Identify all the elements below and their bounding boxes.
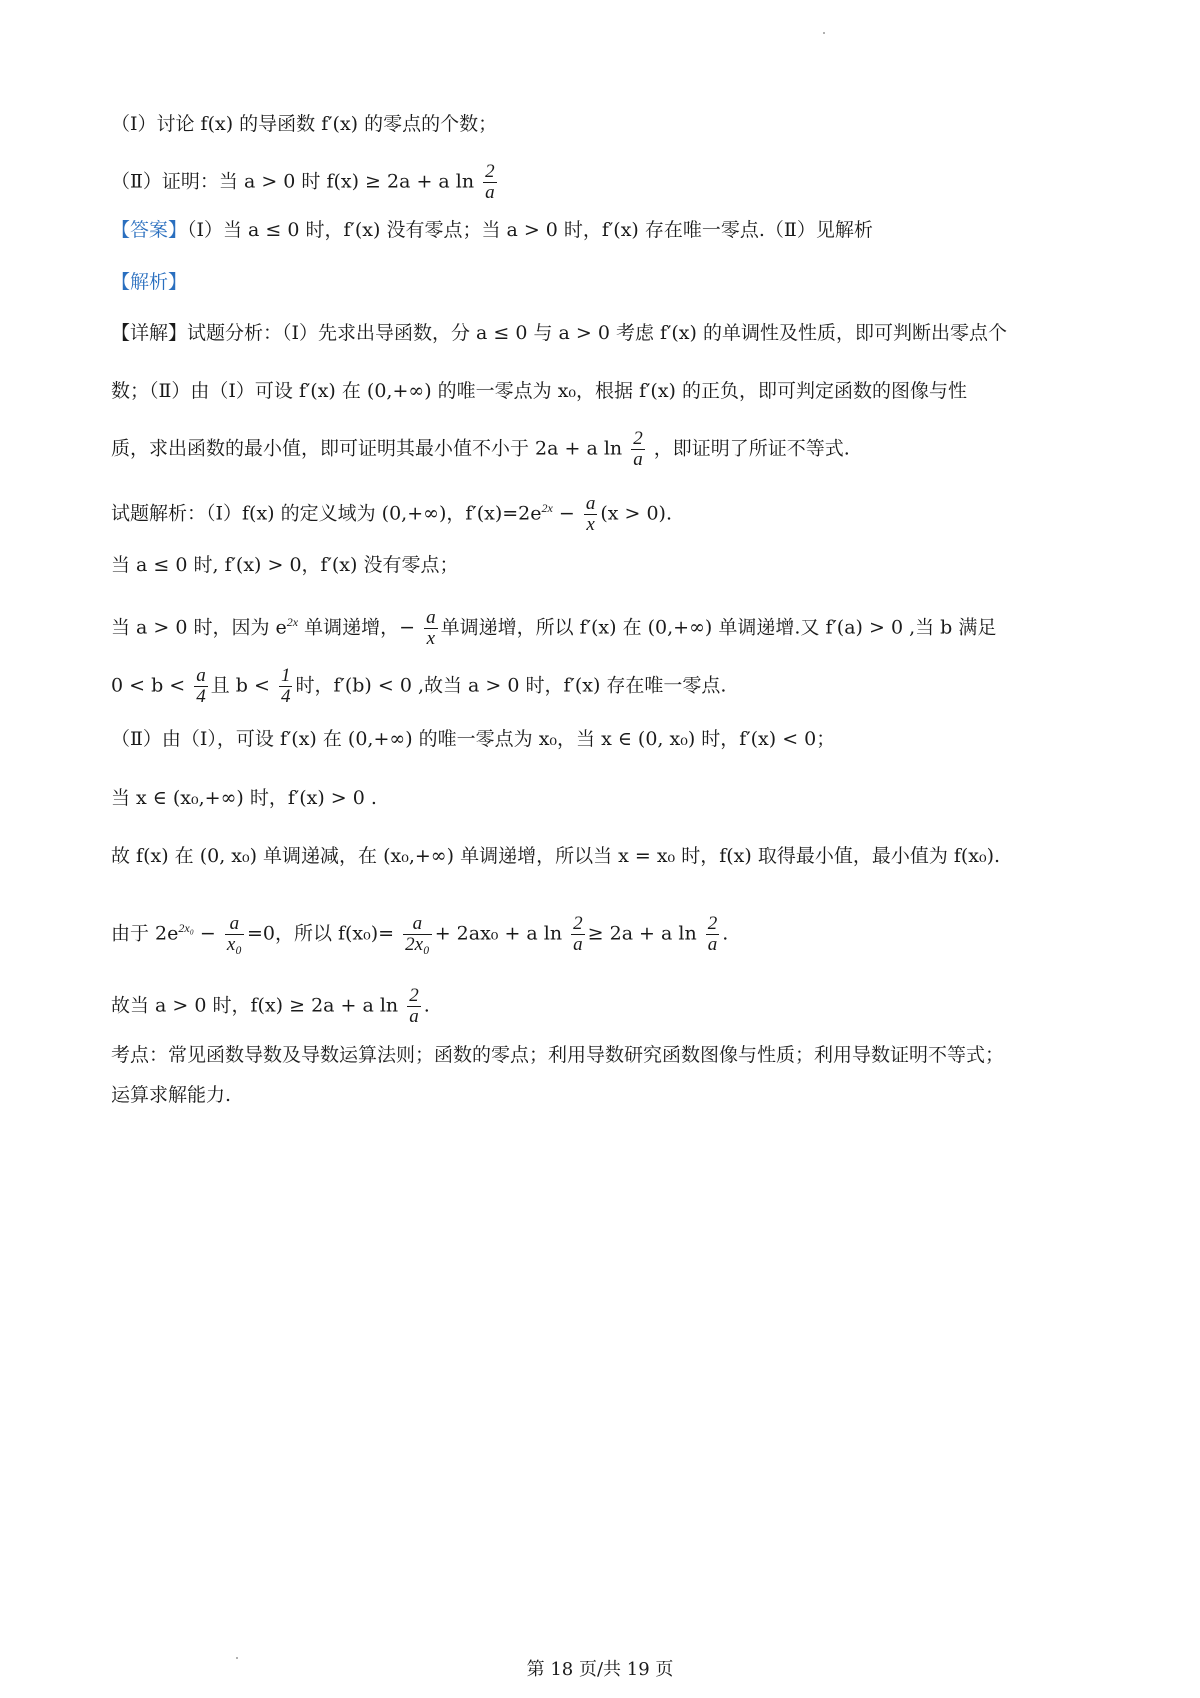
question-part1: （Ⅰ）讨论 f(x) 的导函数 f′(x) 的零点的个数； — [111, 113, 498, 135]
fraction-denominator: 4 — [196, 685, 206, 707]
solution-line-9 — [111, 986, 430, 1027]
fraction-denominator: 2x₀ — [405, 933, 430, 955]
solution-line-8 — [111, 914, 728, 955]
answer-tag: 【答案】 — [111, 219, 188, 241]
exponent: 2x — [286, 615, 299, 630]
fraction-denominator: a — [573, 933, 583, 955]
fraction-denominator: a — [409, 1005, 419, 1027]
fraction-denominator: x — [426, 627, 436, 649]
answer-text: （Ⅰ）当 a ≤ 0 时，f′(x) 没有零点；当 a > 0 时，f′(x) 存在唯一零点.（Ⅱ）见解析 — [187, 219, 873, 241]
fraction-denominator: 4 — [280, 685, 291, 707]
solution-line-8-mid: =0，所以 f(x₀)= — [246, 922, 395, 945]
fraction-numerator: a — [225, 914, 244, 935]
fraction-numerator: 1 — [280, 665, 291, 686]
fraction-a-over-2x0 — [403, 914, 432, 955]
detail-line-3-suffix: ，即证明了所证不等式. — [653, 437, 850, 460]
solution-line-6: 当 x ∈ (x₀,+∞) 时，f′(x) > 0 . — [111, 787, 377, 809]
fraction-2-over-a — [407, 986, 421, 1027]
solution-line-9-end: . — [423, 994, 430, 1017]
fraction-denominator: x₀ — [226, 933, 242, 955]
exponent: 2x₀ — [178, 921, 194, 936]
fraction-numerator: a — [403, 914, 432, 935]
exponent: 2x — [541, 501, 553, 516]
analysis-tag: 【解析】 — [111, 271, 188, 293]
solution-line-1-suffix: (x > 0). — [600, 502, 673, 525]
fraction-numerator: a — [426, 607, 436, 628]
minus-sign: − — [552, 502, 575, 525]
solution-line-1 — [111, 494, 672, 535]
fraction-a-over-4 — [194, 666, 208, 707]
minus-sign: − — [193, 922, 216, 945]
detail-line-3 — [111, 429, 850, 470]
fraction-a-over-x0 — [225, 914, 244, 955]
fraction-2-over-a — [706, 914, 720, 955]
fraction-2-over-a — [483, 162, 497, 203]
solution-line-5: （Ⅱ）由（Ⅰ），可设 f′(x) 在 (0,+∞) 的唯一零点为 x₀，当 x ∈ (0, x₀) 时，f′(x) < 0； — [111, 728, 836, 750]
solution-line-9-text: 故当 a > 0 时，f(x) ≥ 2a + a ln — [111, 994, 399, 1017]
fraction-2-over-a — [571, 914, 585, 955]
solution-line-3 — [111, 608, 996, 649]
fraction-denominator: a — [633, 448, 643, 470]
solution-line-2: 当 a ≤ 0 时, f′(x) > 0，f′(x) 没有零点； — [111, 554, 459, 576]
fraction-a-over-x — [424, 608, 438, 649]
knowledge-points-line-2: 运算求解能力. — [111, 1084, 232, 1106]
solution-line-7: 故 f(x) 在 (0, x₀) 单调递减，在 (x₀,+∞) 单调递增，所以当 x = x₀ 时，f(x) 取得最小值，最小值为 f(x₀). — [111, 845, 1001, 867]
solution-line-3-end: 单调递增，所以 f′(x) 在 (0,+∞) 单调递增.又 f′(a) > 0 ,当 b 满足 — [440, 616, 997, 639]
solution-line-8-part3: + 2ax₀ + a ln — [434, 922, 563, 945]
solution-line-4-end: 时，f′(b) < 0 ,故当 a > 0 时，f′(x) 存在唯一零点. — [295, 674, 727, 697]
solution-line-3-mid: 单调递增，− — [298, 616, 416, 639]
fraction-numerator: 2 — [633, 428, 643, 449]
question-part2 — [111, 162, 500, 203]
fraction-2-over-a — [631, 429, 645, 470]
fraction-1-over-4 — [279, 666, 293, 707]
detail-line-2: 数；（Ⅱ）由（Ⅰ）可设 f′(x) 在 (0,+∞) 的唯一零点为 x₀，根据 f′(x) 的正负，即可判定函数的图像与性 — [111, 380, 968, 402]
fraction-denominator: x — [586, 513, 595, 535]
solution-line-4-mid: 且 b < — [210, 674, 270, 697]
fraction-numerator: 2 — [485, 161, 495, 182]
question-part2-text: （Ⅱ）证明：当 a > 0 时 f(x) ≥ 2a + a ln — [111, 170, 475, 193]
knowledge-points-line-1: 考点：常见函数导数及导数运算法则；函数的零点；利用导数研究函数图像与性质；利用导数证明不等式； — [111, 1044, 1005, 1066]
fraction-a-over-x — [584, 494, 598, 535]
scan-dot-top — [823, 32, 825, 34]
fraction-denominator: a — [707, 933, 718, 955]
answer-line — [111, 218, 873, 242]
solution-line-8-part4: ≥ 2a + a ln — [587, 922, 697, 945]
fraction-numerator: 2 — [573, 913, 583, 934]
solution-line-4-text: 0 < b < — [111, 674, 186, 697]
solution-line-8-text: 由于 2e — [111, 922, 179, 945]
solution-line-1-text: 试题解析：（Ⅰ）f(x) 的定义域为 (0,+∞)，f′(x)=2e — [111, 502, 542, 525]
detail-line-3-text: 质，求出函数的最小值，即可证明其最小值不小于 2a + a ln — [111, 437, 623, 460]
fraction-numerator: a — [196, 665, 206, 686]
fraction-numerator: a — [585, 493, 596, 514]
fraction-numerator: 2 — [707, 913, 718, 934]
fraction-numerator: 2 — [409, 985, 419, 1006]
solution-line-3-text: 当 a > 0 时，因为 e — [111, 616, 287, 639]
page-footer: 第 18 页/共 19 页 — [526, 1659, 674, 1680]
fraction-denominator: a — [485, 181, 495, 203]
solution-line-8-end: . — [722, 922, 729, 945]
detail-line-1: 【详解】试题分析：（Ⅰ）先求出导函数，分 a ≤ 0 与 a > 0 考虑 f′(x) 的单调性及性质，即可判断出零点个 — [111, 322, 1007, 344]
solution-line-4 — [111, 666, 726, 707]
